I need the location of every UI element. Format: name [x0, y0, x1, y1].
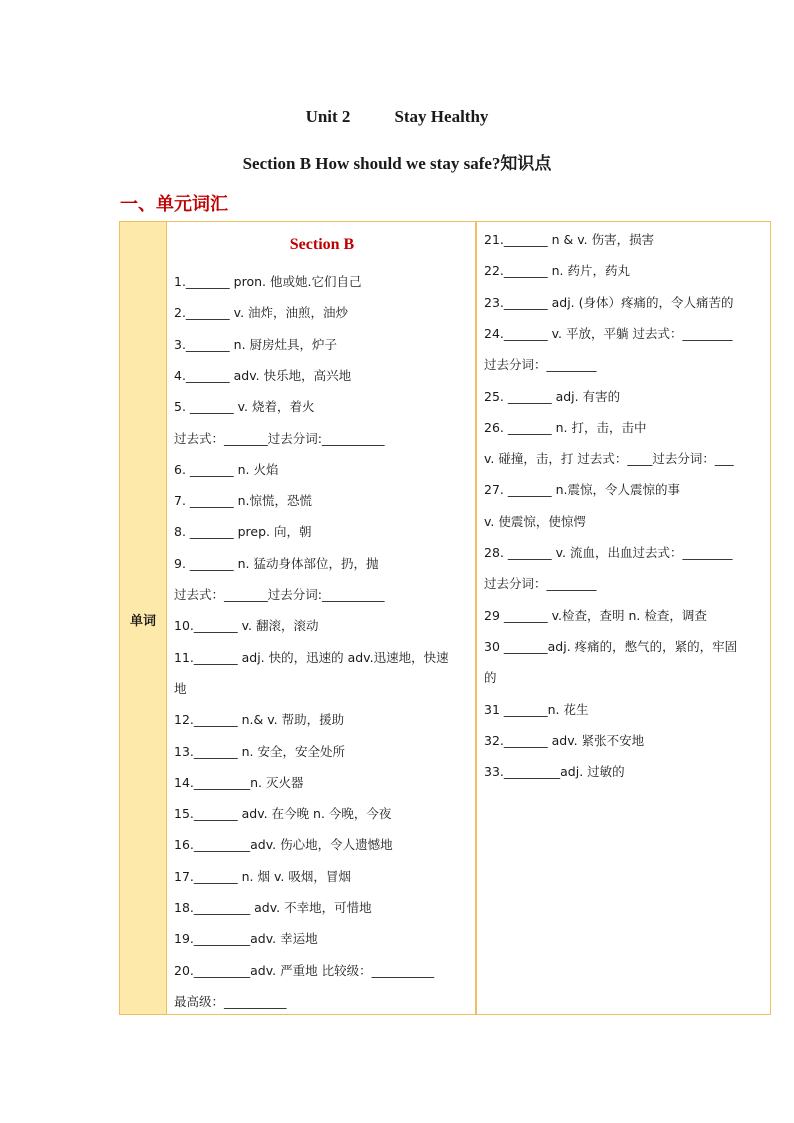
vocab-line: 26. _______ n. 打，击，击中 [484, 419, 647, 435]
vocab-line: 地 [174, 680, 187, 696]
vocab-line: 1._______ pron. 他或她.它们自己 [174, 274, 362, 289]
vocab-line: 过去分词：________ [484, 576, 597, 592]
column-divider [475, 222, 477, 1014]
vocab-line: 13._______ n. 安全，安全处所 [174, 743, 345, 759]
vocab-line: 3._______ n. 厨房灶具，炉子 [174, 336, 338, 352]
vocab-line: 20._________adv. 严重地 比较级：__________ [174, 962, 435, 978]
row-label-cell [120, 222, 167, 1014]
vocab-line: 16._________adv. 伤心地，令人遗憾地 [174, 837, 393, 853]
vocabulary-heading: 一、单元词汇 [120, 194, 228, 215]
section-title: Section B How should we stay safe?知识点 [242, 154, 552, 173]
vocab-line: 28. _______ v. 流血，出血过去式：________ [484, 545, 733, 560]
vocab-line: 14._________n. 灭火器 [174, 774, 304, 790]
vocab-line: 11._______ adj. 快的，迅速的 adv.迅速地，快速 [174, 649, 449, 665]
vocab-line: 过去式：_______过去分词:__________ [174, 587, 385, 602]
vocab-line: 25. _______ adj. 有害的 [484, 388, 621, 404]
vocab-line: 22._______ n. 药片，药丸 [484, 263, 630, 279]
unit-title [0, 107, 794, 127]
vocab-line: 8. _______ prep. 向，朝 [174, 524, 312, 540]
vocab-line: 4._______ adv. 快乐地，高兴地 [174, 367, 352, 383]
vocab-line: 过去分词：________ [484, 357, 597, 373]
unit-name: Stay Healthy [394, 107, 489, 126]
vocab-line: 30 _______adj. 疼痛的，憋气的，紧的，牢固 [484, 638, 738, 654]
vocab-line: 7. _______ n.惊慌，恐慌 [174, 493, 313, 509]
unit-number: Unit 2 [305, 107, 351, 126]
vocab-line: 过去式：_______过去分词:__________ [174, 430, 385, 446]
vocab-line: 29 _______ v.检查，查明 n. 检查，调查 [484, 607, 707, 623]
vocab-line: 15._______ adv. 在今晚 n. 今晚，今夜 [174, 806, 392, 822]
vocab-line: 27. _______ n.震惊，令人震惊的事 [484, 482, 680, 498]
vocab-line: v. 碰撞，击，打 过去式：____过去分词：___ [484, 451, 734, 467]
vocab-line: 18._________ adv. 不幸地，可惜地 [174, 900, 372, 915]
vocab-line: 19._________adv. 幸运地 [174, 931, 318, 947]
vocab-line: 32._______ adv. 紧张不安地 [484, 732, 645, 748]
vocab-line: 最高级：__________ [174, 993, 287, 1009]
vocab-line: 33._________adj. 过敏的 [484, 764, 625, 780]
vocab-line: 31 _______n. 花生 [484, 701, 589, 717]
section-b-title: Section B [289, 236, 355, 253]
vocab-line: 10._______ v. 翻滚，滚动 [174, 618, 319, 634]
vocab-line: 2._______ v. 油炸，油煎，油炒 [174, 305, 349, 321]
vocab-line: 9. _______ n. 猛动身体部位，扔，抛 [174, 555, 379, 571]
vocab-line: 5. _______ v. 烧着，着火 [174, 399, 315, 415]
vocab-line: 的 [484, 670, 497, 686]
vocab-line: 17._______ n. 烟 v. 吸烟，冒烟 [174, 868, 351, 884]
vocabulary-table [119, 221, 771, 1015]
vocab-line: v. 使震惊，使惊愕 [484, 513, 586, 529]
vocab-line: 24._______ v. 平放，平躺 过去式：________ [484, 325, 733, 341]
vocab-line: 23._______ adj. (身体）疼痛的，令人痛苦的 [484, 294, 734, 310]
vocab-line: 6. _______ n. 火焰 [174, 461, 279, 477]
vocab-line: 12._______ n.& v. 帮助，援助 [174, 712, 345, 728]
row-label: 单词 [129, 614, 156, 629]
vocab-line: 21._______ n & v. 伤害，损害 [484, 232, 655, 247]
